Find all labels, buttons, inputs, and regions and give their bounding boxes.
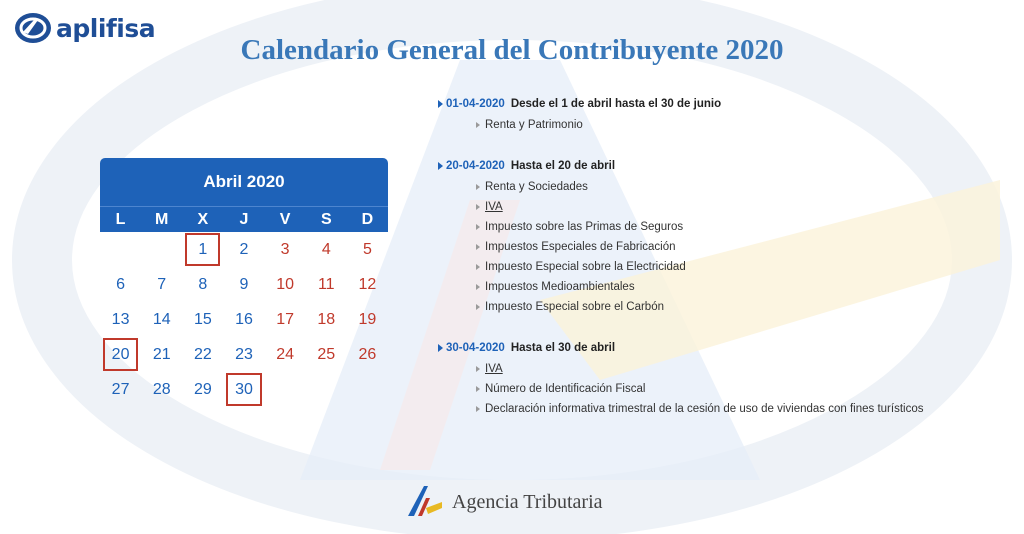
deadline-date: 01-04-2020 xyxy=(446,98,505,110)
weekday-label: S xyxy=(320,211,332,228)
deadline-date: 30-04-2020 xyxy=(446,342,505,354)
caret-right-icon xyxy=(476,184,480,190)
tax-item-link[interactable]: IVA xyxy=(485,363,503,375)
deadline-header xyxy=(438,95,998,113)
deadline-group xyxy=(438,339,998,419)
tax-item[interactable] xyxy=(476,359,998,379)
tax-item xyxy=(476,237,998,257)
page-title: Calendario General del Contribuyente 2020 xyxy=(240,34,784,66)
tax-item-label: Impuestos Medioambientales xyxy=(485,281,635,293)
caret-right-icon xyxy=(476,304,480,310)
weekday-label: J xyxy=(239,211,249,228)
deadline-description: Hasta el 20 de abril xyxy=(510,160,616,172)
caret-right-icon xyxy=(476,204,480,210)
calendar-day[interactable]: 19 xyxy=(358,310,377,328)
calendar-day[interactable]: 11 xyxy=(317,275,335,293)
agencia-tributaria-logo xyxy=(404,482,603,522)
tax-item-label: Impuestos Especiales de Fabricación xyxy=(485,241,676,253)
tax-item-label: Impuesto Especial sobre la Electricidad xyxy=(485,261,686,273)
weekday-label: D xyxy=(361,211,374,228)
calendar-day[interactable]: 30 xyxy=(226,373,261,406)
deadline-date: 20-04-2020 xyxy=(446,160,505,172)
weekday-label: X xyxy=(197,211,209,228)
tax-item xyxy=(476,379,998,399)
tax-item xyxy=(476,115,998,135)
calendar-day[interactable]: 18 xyxy=(317,310,336,328)
tax-item-label: Impuesto sobre las Primas de Seguros xyxy=(485,221,684,233)
calendar-day[interactable]: 24 xyxy=(276,345,295,363)
caret-right-icon xyxy=(476,366,480,372)
calendar-empty-cell xyxy=(350,373,385,406)
calendar-empty-cell xyxy=(144,233,179,266)
calendar-widget xyxy=(100,158,388,407)
calendar-day[interactable]: 4 xyxy=(321,240,331,258)
tax-item xyxy=(476,257,998,277)
deadline-list xyxy=(438,95,998,441)
caret-right-icon xyxy=(476,264,480,270)
calendar-day[interactable]: 8 xyxy=(198,275,208,293)
agencia-tributaria-icon xyxy=(404,482,444,522)
tax-item-label: Impuesto Especial sobre el Carbón xyxy=(485,301,664,313)
calendar-day[interactable]: 16 xyxy=(235,310,253,328)
calendar-day[interactable]: 2 xyxy=(239,240,249,258)
tax-item-link[interactable]: IVA xyxy=(485,201,503,213)
caret-right-icon xyxy=(476,244,480,250)
calendar-day[interactable]: 3 xyxy=(280,240,290,258)
deadline-header xyxy=(438,157,998,175)
calendar-day[interactable]: 13 xyxy=(111,310,130,328)
deadline-description: Hasta el 30 de abril xyxy=(510,342,616,354)
weekday-label: M xyxy=(155,211,169,228)
caret-right-icon xyxy=(438,344,443,352)
deadline-header xyxy=(438,339,998,357)
tax-item xyxy=(476,297,998,317)
calendar-day[interactable]: 22 xyxy=(193,345,212,363)
caret-right-icon xyxy=(476,284,480,290)
caret-right-icon xyxy=(438,162,443,170)
tax-item xyxy=(476,277,998,297)
deadline-group xyxy=(438,95,998,135)
tax-item-label: Número de Identificación Fiscal xyxy=(485,383,646,395)
calendar-day[interactable]: 12 xyxy=(358,275,377,293)
calendar-day[interactable]: 9 xyxy=(239,275,249,293)
calendar-day[interactable]: 26 xyxy=(358,345,377,363)
calendar-day[interactable]: 28 xyxy=(152,380,171,398)
calendar-day[interactable]: 29 xyxy=(193,380,212,398)
tax-item[interactable] xyxy=(476,197,998,217)
tax-item xyxy=(476,217,998,237)
calendar-empty-cell xyxy=(103,233,138,266)
calendar-weekday-row xyxy=(100,206,388,232)
calendar-day[interactable]: 15 xyxy=(193,310,212,328)
calendar-day[interactable]: 10 xyxy=(276,275,295,293)
calendar-day[interactable]: 27 xyxy=(111,380,130,398)
calendar-day[interactable]: 7 xyxy=(157,275,167,293)
calendar-day[interactable]: 21 xyxy=(152,345,171,363)
weekday-label: V xyxy=(279,211,291,228)
calendar-day[interactable]: 6 xyxy=(116,275,126,293)
calendar-empty-cell xyxy=(309,373,344,406)
caret-right-icon xyxy=(476,122,480,128)
tax-item-label: Renta y Sociedades xyxy=(485,181,588,193)
calendar-month-title: Abril 2020 xyxy=(100,158,388,206)
calendar-empty-cell xyxy=(268,373,303,406)
tax-item xyxy=(476,399,998,419)
tax-item xyxy=(476,177,998,197)
calendar-day-grid xyxy=(100,232,388,407)
calendar-day[interactable]: 17 xyxy=(276,310,295,328)
tax-item-label: Declaración informativa trimestral de la cesión de uso de viviendas con fines turísticos xyxy=(485,403,924,415)
caret-right-icon xyxy=(476,224,480,230)
calendar-day[interactable]: 23 xyxy=(235,345,253,363)
caret-right-icon xyxy=(438,100,443,108)
calendar-day[interactable]: 1 xyxy=(185,233,220,266)
calendar-day[interactable]: 20 xyxy=(103,338,138,371)
brand-name: aplifisa xyxy=(56,13,156,43)
caret-right-icon xyxy=(476,406,480,412)
caret-right-icon xyxy=(476,386,480,392)
tax-item-label: Renta y Patrimonio xyxy=(485,119,583,131)
calendar-day[interactable]: 5 xyxy=(362,240,372,258)
weekday-label: L xyxy=(115,211,126,228)
deadline-description: Desde el 1 de abril hasta el 30 de junio xyxy=(510,98,722,110)
deadline-group xyxy=(438,157,998,317)
calendar-day[interactable]: 25 xyxy=(317,345,336,363)
agency-name: Agencia Tributaria xyxy=(452,490,603,513)
calendar-day[interactable]: 14 xyxy=(152,310,171,328)
